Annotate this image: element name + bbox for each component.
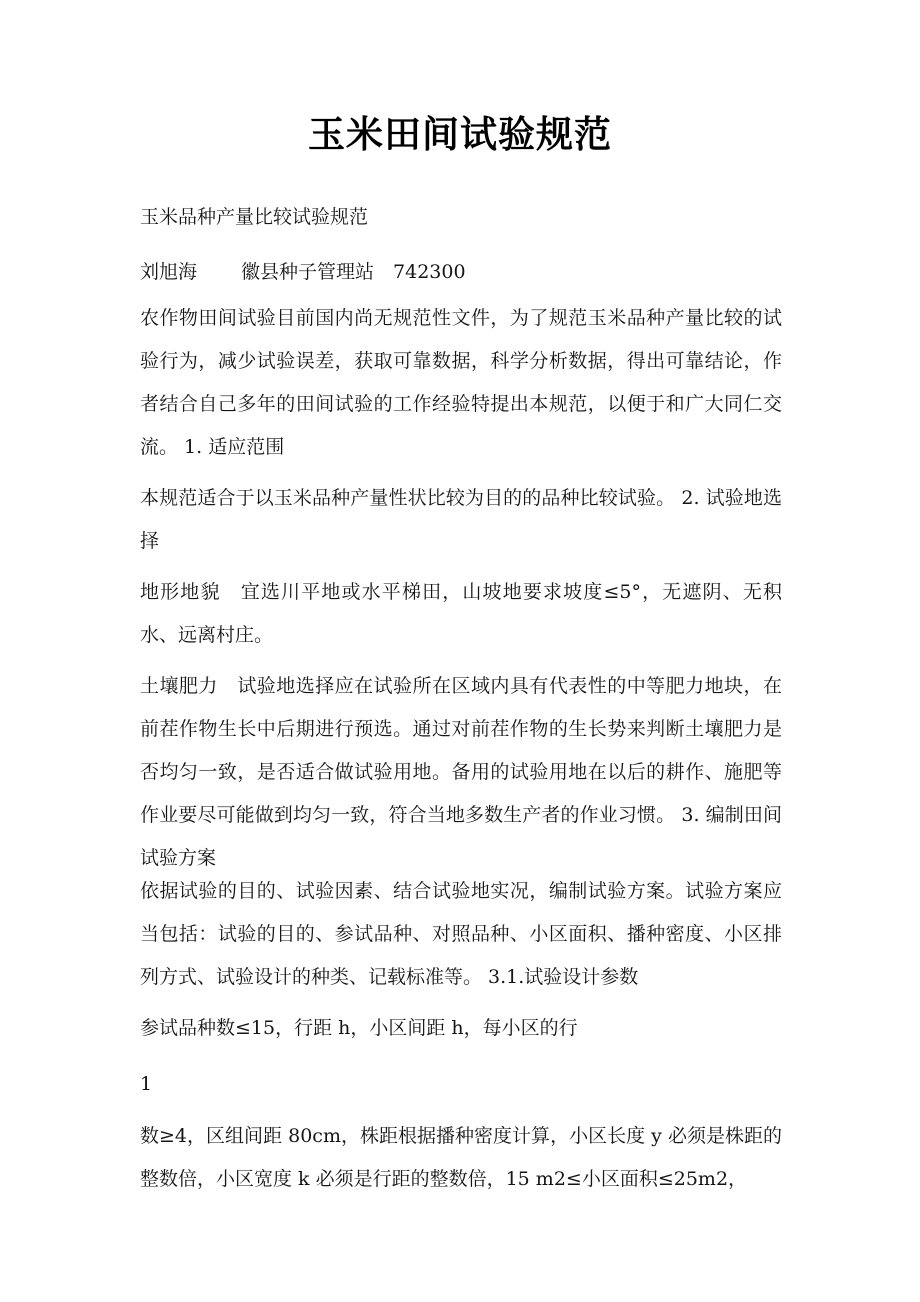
paragraph-trial-plan: 依据试验的目的、试验因素、结合试验地实况，编制试验方案。试验方案应当包括：试验的目的、参试品种、对照品种、小区面积、播种密度、小区排列方式、试验设计的种类、记载标准等。 3.1.试验设计参数 bbox=[140, 880, 782, 988]
document-subtitle: 玉米品种产量比较试验规范 bbox=[140, 206, 369, 228]
author-line: 刘旭海 徽县种子管理站 742300 bbox=[140, 261, 466, 283]
paragraph-soil-fertility: 土壤肥力 试验地选择应在试验所在区域内具有代表性的中等肥力地块，在前茬作物生长中后期进行预选。通过对前茬作物的生长势来判断土壤肥力是否均匀一致，是否适合做试验用地。备用的试验用地在以后的耕作、施肥等作业要尽可能做到均匀一致，符合当地多数生产者的作业习惯。 3. 编制田间试验方案 bbox=[140, 675, 782, 869]
paragraph-design-params: 参试品种数≤15，行距 h，小区间距 h，每小区的行 bbox=[140, 1017, 578, 1039]
page-number: 1 bbox=[140, 1073, 153, 1095]
document-title: 玉米田间试验规范 bbox=[308, 113, 612, 156]
paragraph-scope: 本规范适合于以玉米品种产量性状比较为目的的品种比较试验。 2. 试验地选择 bbox=[140, 487, 782, 552]
paragraph-terrain: 地形地貌 宜选川平地或水平梯田，山坡地要求坡度≤5°，无遮阴、无积水、远离村庄。 bbox=[140, 581, 782, 646]
paragraph-continuation: 数≥4，区组间距 80cm，株距根据播种密度计算，小区长度 y 必须是株距的整数倍，小区宽度 k 必须是行距的整数倍，15 m2≤小区面积≤25m2， bbox=[140, 1125, 782, 1190]
paragraph-intro: 农作物田间试验目前国内尚无规范性文件，为了规范玉米品种产量比较的试验行为，减少试验误差，获取可靠数据，科学分析数据，得出可靠结论，作者结合自己多年的田间试验的工作经验特提出本规范，以便于和广大同仁交流。 1. 适应范围 bbox=[140, 307, 782, 458]
